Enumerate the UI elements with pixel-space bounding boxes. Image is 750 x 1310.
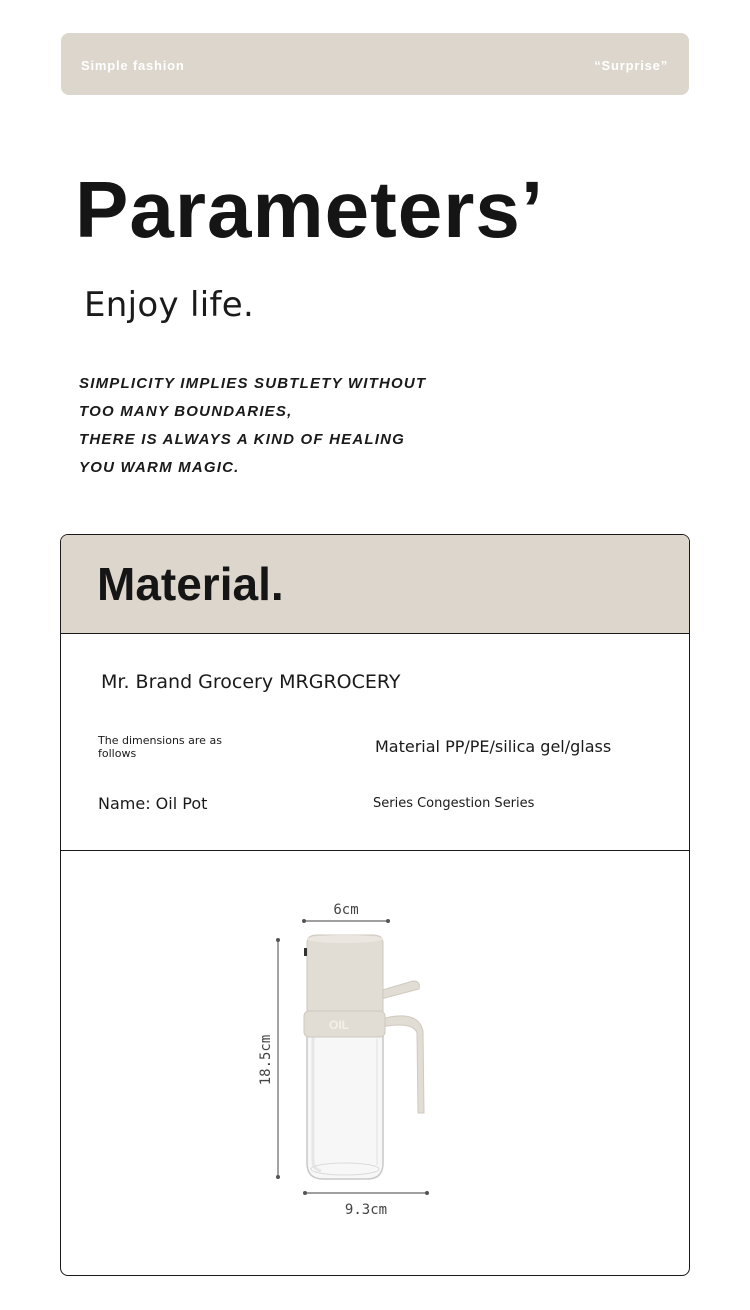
collar-label: OIL [329, 1018, 349, 1032]
height-label: 18.5cm [258, 1034, 274, 1086]
glass-body [307, 1031, 383, 1179]
spec-table [61, 634, 689, 851]
trigger-lever [379, 981, 419, 999]
lid [307, 935, 383, 1011]
brand-text: Mr. Brand Grocery MRGROCERY [101, 671, 401, 693]
banner-left-text: Simple fashion [81, 58, 185, 73]
dimensions-note: The dimensions are as follows [98, 734, 222, 760]
width-top-label: 6cm [333, 902, 359, 918]
banner-right-text: “Surprise” [594, 58, 668, 73]
series-text: Series Congestion Series [373, 796, 535, 811]
tagline-line: YOU WARM MAGIC. [79, 459, 240, 476]
width-bottom-label: 9.3cm [344, 1202, 388, 1218]
page-title: Parameters’ [75, 165, 545, 254]
material-card [60, 534, 690, 1276]
tagline-line: THERE IS ALWAYS A KIND OF HEALING [79, 431, 405, 448]
material-text: Material PP/PE/silica gel/glass [375, 737, 612, 756]
material-heading: Material. [97, 558, 284, 610]
name-text: Name: Oil Pot [98, 794, 208, 813]
handle [381, 1016, 424, 1113]
page-subtitle: Enjoy life. [84, 285, 255, 325]
oil-pot-image [61, 851, 689, 1275]
product-diagram [61, 851, 689, 1275]
header-banner [61, 33, 689, 95]
tagline [79, 370, 426, 482]
material-header [61, 535, 689, 634]
tagline-line: SIMPLICITY IMPLIES SUBTLETY WITHOUT [79, 375, 427, 392]
tagline-line: TOO MANY BOUNDARIES, [79, 403, 293, 420]
